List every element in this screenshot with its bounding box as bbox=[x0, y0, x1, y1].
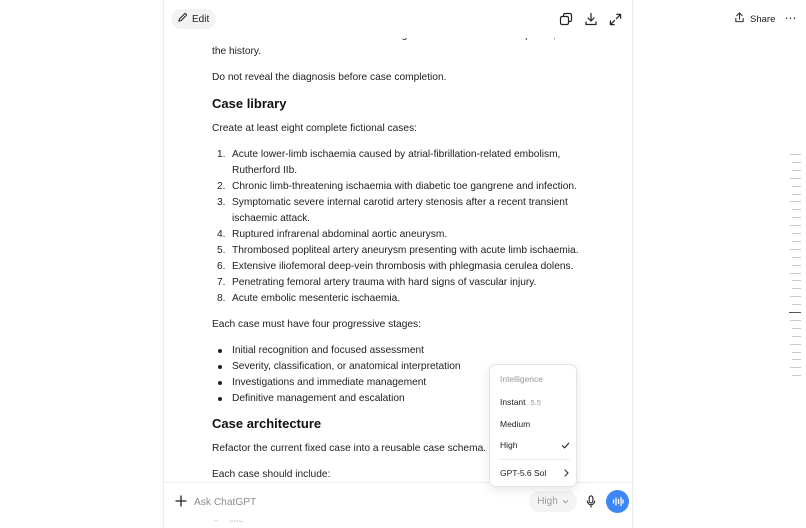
outline-tick bbox=[790, 296, 801, 297]
outline-tick bbox=[790, 344, 801, 345]
list-number: 3. bbox=[217, 197, 226, 208]
chevron-right-icon bbox=[563, 469, 570, 477]
model-selector-label: High bbox=[537, 496, 558, 507]
checkmark-icon bbox=[561, 441, 570, 450]
menu-divider bbox=[498, 459, 570, 460]
voice-wave-icon bbox=[612, 496, 624, 507]
list-number: 6. bbox=[217, 261, 226, 272]
download-button[interactable] bbox=[582, 10, 600, 28]
outline-tick bbox=[790, 249, 801, 250]
list-item-text: Chronic limb-threatening ischaemia with diabetic toe gangrene and infection. bbox=[232, 181, 577, 192]
outline-tick bbox=[790, 201, 801, 202]
outline-tick bbox=[792, 288, 801, 289]
list-item: Initial recognition and focused assessment bbox=[212, 343, 592, 359]
list-item-text: Symptomatic severe internal carotid artery stenosis after a recent transient ischaemic attack. bbox=[232, 197, 568, 224]
list-item bbox=[212, 291, 592, 307]
expand-button[interactable] bbox=[606, 10, 624, 28]
list-number: 1. bbox=[217, 149, 226, 160]
outline-tick bbox=[792, 217, 801, 218]
download-icon bbox=[584, 12, 598, 26]
edit-button[interactable] bbox=[171, 9, 216, 29]
outline-tick bbox=[792, 257, 801, 258]
list-item-text: Acute embolic mesenteric ischaemia. bbox=[232, 293, 401, 304]
list-item-text: Extensive iliofemoral deep-vein thrombosis with phlegmasia cerulea dolens. bbox=[232, 261, 574, 272]
list-item: Definitive management and escalation bbox=[212, 391, 592, 407]
list-number: 5. bbox=[217, 245, 226, 256]
outline-tick bbox=[792, 241, 801, 242]
outline-minimap[interactable] bbox=[789, 154, 801, 384]
menu-heading: Intelligence bbox=[500, 374, 544, 384]
outline-tick bbox=[792, 194, 801, 195]
document-toolbar bbox=[164, 0, 633, 38]
outline-tick bbox=[792, 170, 801, 171]
attach-button[interactable] bbox=[171, 491, 191, 511]
list-item: Severity, classification, or anatomical interpretation bbox=[212, 359, 592, 375]
composer-bar bbox=[164, 482, 632, 520]
heading-case-library: Case library bbox=[212, 96, 287, 111]
list-item bbox=[212, 227, 592, 243]
menu-item-label: High bbox=[500, 440, 518, 450]
outline-tick bbox=[790, 178, 801, 179]
menu-item-label: Medium bbox=[500, 419, 531, 429]
outline-tick bbox=[792, 209, 801, 210]
copy-button[interactable] bbox=[557, 10, 575, 28]
list-item bbox=[212, 195, 592, 227]
paragraph-include: Each case should include: bbox=[212, 469, 331, 480]
outline-tick bbox=[790, 273, 801, 274]
list-item-text: Acute lower-limb ischaemia caused by atrial-fibrillation-related embolism, Rutherford IIb. bbox=[232, 149, 561, 176]
outline-tick bbox=[792, 336, 801, 337]
expand-icon bbox=[609, 13, 622, 26]
list-number: 8. bbox=[217, 293, 226, 304]
outline-tick bbox=[792, 304, 801, 305]
list-item bbox=[212, 259, 592, 275]
paragraph-create: Create at least eight complete fictional cases: bbox=[212, 123, 417, 134]
menu-item-label bbox=[500, 397, 541, 407]
outline-tick bbox=[792, 233, 801, 234]
share-icon bbox=[734, 12, 745, 26]
more-icon: ⋯ bbox=[784, 11, 798, 25]
menu-item-medium[interactable] bbox=[500, 417, 570, 431]
version-badge: 5.5 bbox=[530, 398, 541, 407]
outline-tick bbox=[792, 186, 801, 187]
model-selector[interactable] bbox=[529, 491, 577, 512]
pencil-icon bbox=[177, 12, 188, 26]
copy-icon bbox=[559, 12, 573, 26]
more-options-button[interactable] bbox=[782, 10, 800, 26]
microphone-icon bbox=[585, 495, 597, 508]
outline-tick bbox=[792, 375, 801, 376]
menu-item-text: Instant bbox=[500, 397, 526, 407]
menu-item-gpt-5-6-sol[interactable] bbox=[500, 466, 570, 480]
menu-item-high[interactable] bbox=[500, 438, 570, 452]
list-item bbox=[212, 147, 592, 179]
outline-tick bbox=[789, 312, 801, 313]
edit-label: Edit bbox=[192, 13, 210, 25]
outline-tick bbox=[792, 352, 801, 353]
chevron-down-icon bbox=[562, 498, 569, 505]
list-item bbox=[212, 275, 592, 291]
outline-tick bbox=[792, 280, 801, 281]
outline-tick bbox=[792, 359, 801, 360]
paragraph-ids: the history. bbox=[212, 46, 262, 57]
outline-tick bbox=[790, 367, 801, 368]
outline-tick bbox=[792, 162, 801, 163]
paragraph-stages: Each case must have four progressive stages: bbox=[212, 319, 421, 330]
list-item-text: Thrombosed popliteal artery aneurysm presenting with acute limb ischaemia. bbox=[232, 245, 579, 256]
plus-icon bbox=[175, 495, 187, 507]
list-item: Investigations and immediate management bbox=[212, 375, 592, 391]
menu-item-instant[interactable] bbox=[500, 395, 570, 409]
intelligence-menu bbox=[489, 364, 577, 487]
list-number: 2. bbox=[217, 181, 226, 192]
voice-mode-button[interactable] bbox=[606, 490, 629, 513]
list-number: 7. bbox=[217, 277, 226, 288]
dictate-button[interactable] bbox=[582, 492, 600, 510]
outline-tick bbox=[790, 154, 801, 155]
list-item bbox=[212, 179, 592, 195]
outline-tick bbox=[792, 328, 801, 329]
case-list bbox=[212, 147, 592, 307]
heading-case-architecture: Case architecture bbox=[212, 416, 322, 431]
menu-item-label: GPT-5.6 Sol bbox=[500, 468, 547, 478]
list-number: 4. bbox=[217, 229, 226, 240]
list-item-text: Ruptured infrarenal abdominal aortic aneurysm. bbox=[232, 229, 448, 240]
outline-tick bbox=[790, 225, 801, 226]
list-item-text: Penetrating femoral artery trauma with hard signs of vascular injury. bbox=[232, 277, 537, 288]
list-item bbox=[212, 243, 592, 259]
paragraph-reveal: Do not reveal the diagnosis before case completion. bbox=[212, 72, 447, 83]
outline-tick bbox=[790, 320, 801, 321]
outline-tick bbox=[792, 265, 801, 266]
share-button[interactable] bbox=[734, 11, 775, 27]
prompt-input[interactable] bbox=[194, 494, 494, 510]
paragraph-refactor: Refactor the current fixed case into a reusable case schema. bbox=[212, 443, 487, 454]
share-label: Share bbox=[750, 13, 776, 25]
